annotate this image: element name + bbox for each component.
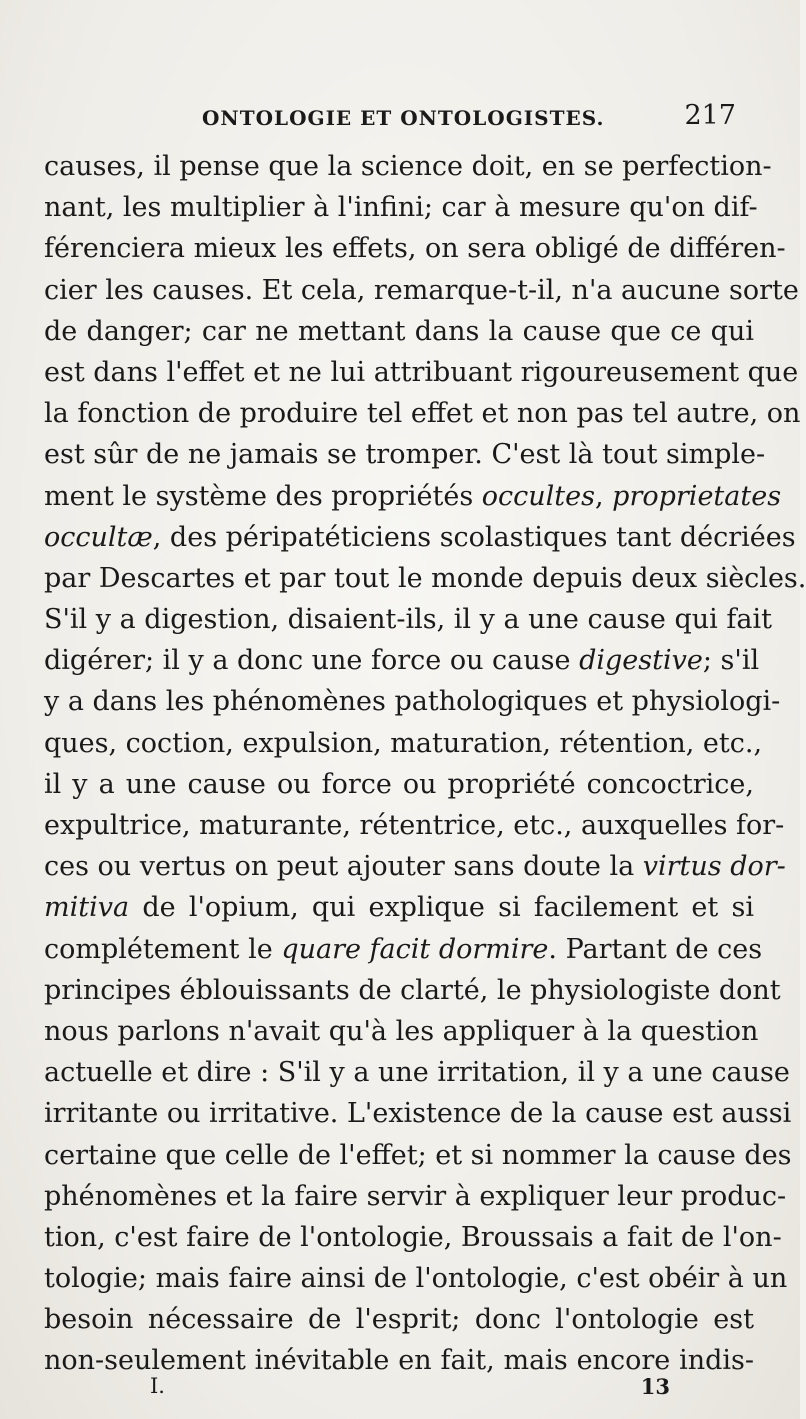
text-line (44, 887, 754, 928)
text-run: phénomènes et la faire servir à expliquer leur produc- (44, 1180, 787, 1212)
text-run: cier les causes. Et cela, remarque-t-il, n'a aucune sorte (44, 274, 799, 306)
text-run: certaine que celle de l'effet; et si nommer la cause des (44, 1139, 792, 1171)
text-line (44, 929, 763, 970)
text-run: besoin nécessaire de l'esprit; donc l'ontologie est (44, 1304, 754, 1336)
text-run: est sûr de ne jamais se tromper. C'est là tout simple- (44, 439, 766, 471)
text-line (44, 1052, 790, 1093)
text-line (44, 311, 754, 352)
text-run: actuelle et dire : S'il y a une irritation, il y a une cause (44, 1057, 790, 1089)
text-line (44, 270, 799, 311)
text-run: digérer; il y a donc une force ou cause (44, 645, 580, 677)
italic-term: virtus dor- (642, 851, 786, 883)
text-line (44, 1093, 792, 1134)
text-run: , des péripatéticiens scolastiques tant décriées (152, 521, 796, 553)
text-line (44, 434, 766, 475)
text-run: il y a une cause ou force ou propriété concoctrice, (44, 768, 754, 800)
text-run: ques, coction, expulsion, maturation, rétention, etc., (44, 727, 763, 759)
text-line (44, 352, 799, 393)
page-header (56, 100, 736, 136)
italic-term: occultæ (44, 521, 153, 553)
text-run: irritante ou irritative. L'existence de la cause est aussi (44, 1098, 792, 1130)
text-run: de danger; car ne mettant dans la cause que ce qui (44, 315, 754, 347)
signature-mark-left: I. (150, 1374, 165, 1398)
text-run: complétement le (44, 933, 282, 965)
text-line (44, 1176, 787, 1217)
text-run: tion, c'est faire de l'ontologie, Broussais a fait de l'on- (44, 1221, 782, 1253)
text-run: férenciera mieux les effets, on sera obligé de différen- (44, 233, 786, 265)
text-run: ces ou vertus on peut ajouter sans doute la (44, 851, 643, 883)
text-run: non-seulement inévitable en fait, mais encore indis- (44, 1345, 754, 1377)
text-run: de l'opium, qui explique si facilement et si (129, 892, 754, 924)
text-line (44, 805, 785, 846)
text-run: causes, il pense que la science doit, en se perfection- (44, 151, 772, 182)
text-line (44, 1217, 782, 1258)
text-line (44, 146, 772, 187)
italic-term: digestive (579, 645, 703, 677)
text-line (44, 517, 796, 558)
text-line (44, 1135, 792, 1176)
page-footer (150, 1374, 670, 1404)
text-line (44, 640, 760, 681)
italic-term: proprietates (612, 480, 782, 512)
text-line (44, 1299, 754, 1340)
signature-mark-right: 13 (640, 1374, 670, 1399)
text-run: y a dans les phénomènes pathologiques et physiologi- (44, 686, 781, 718)
text-line (44, 228, 786, 269)
text-line (44, 723, 763, 764)
text-run: par Descartes et par tout le monde depuis deux siècles. (44, 562, 806, 594)
text-line (44, 187, 758, 228)
text-line (44, 558, 806, 599)
text-line (44, 846, 786, 887)
italic-term: occultes (481, 480, 595, 512)
text-run: S'il y a digestion, disaient-ils, il y a une cause qui fait (44, 604, 772, 636)
text-run: principes éblouissants de clarté, le physiologiste dont (44, 974, 781, 1006)
text-line (44, 1258, 788, 1299)
body-text (44, 146, 806, 1382)
text-line (44, 599, 772, 640)
text-run: . Partant de ces (548, 933, 763, 965)
text-run: ment le système des propriétés (44, 480, 482, 512)
text-run: tologie; mais faire ainsi de l'ontologie, c'est obéir à un (44, 1263, 788, 1295)
text-run: expultrice, maturante, rétentrice, etc., auxquelles for- (44, 810, 785, 841)
text-line (44, 476, 782, 517)
text-run: ; s'il (702, 645, 760, 677)
running-head: ONTOLOGIE ET ONTOLOGISTES. (202, 106, 605, 130)
text-line (44, 764, 754, 805)
page-number: 217 (684, 100, 736, 131)
text-run: la fonction de produire tel effet et non pas tel autre, on (44, 398, 801, 430)
text-line (44, 1011, 759, 1052)
italic-term: mitiva (44, 892, 130, 924)
text-run: nous parlons n'avait qu'à les appliquer à la question (44, 1015, 759, 1047)
text-run: nant, les multiplier à l'infini; car à mesure qu'on dif- (44, 192, 758, 224)
text-run: , (595, 480, 613, 512)
text-line (44, 393, 801, 434)
text-run: est dans l'effet et ne lui attribuant rigoureusement que (44, 356, 799, 388)
text-line (44, 970, 781, 1011)
italic-term: quare facit dormire (281, 933, 549, 965)
text-line (44, 681, 781, 722)
